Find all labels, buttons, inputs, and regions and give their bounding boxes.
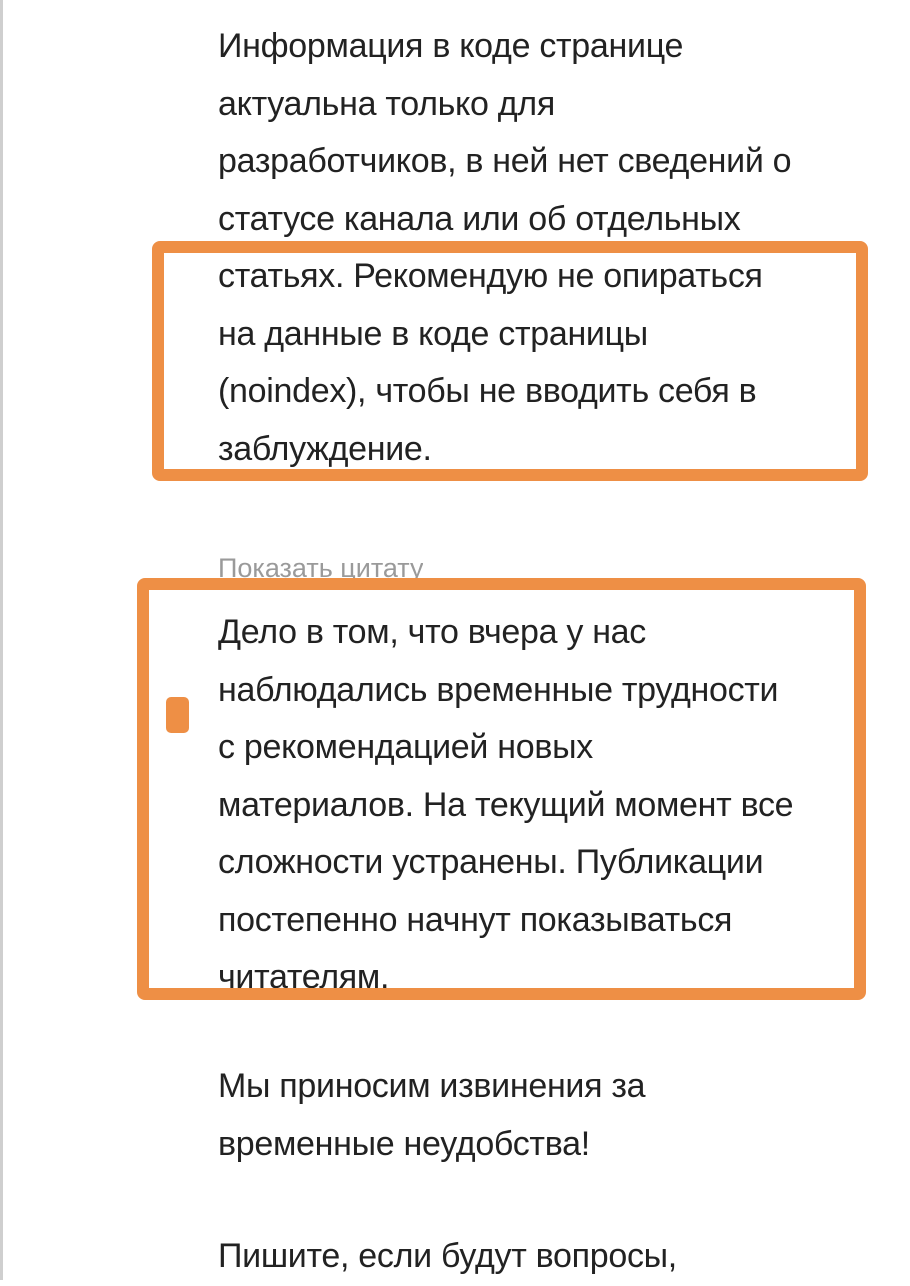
text-line: с рекомендацией новых	[218, 728, 593, 766]
text-line: временные неудобства!	[218, 1124, 590, 1163]
paragraph-apology	[218, 1058, 645, 1173]
text-line: актуальна только для	[218, 84, 555, 123]
text-line: разработчиков, в ней нет сведений о	[218, 142, 792, 180]
text-line: заблуждение.	[218, 429, 432, 468]
text-line: (noindex), чтобы не вводить себя в	[218, 372, 757, 410]
text-line: материалов. На текущий момент все	[218, 785, 794, 824]
text-line: Мы приносим извинения за	[218, 1067, 646, 1105]
text-line: статусе канала или об отдельных	[218, 199, 741, 238]
text-line: Дело в том, что вчера у нас	[218, 613, 646, 651]
highlight-marker	[166, 697, 189, 733]
text-line: постепенно начнут показываться	[218, 900, 733, 939]
text-line: сложности устранены. Публикации	[218, 843, 764, 881]
text-line: Пишите, если будут вопросы,	[218, 1237, 677, 1275]
text-line: Информация в коде странице	[218, 27, 684, 65]
text-line: на данные в коде страницы	[218, 314, 648, 353]
paragraph-developer-info	[218, 18, 791, 478]
text-line: наблюдались временные трудности	[218, 670, 779, 709]
paragraph-questions	[218, 1228, 677, 1286]
text-line: статьях. Рекомендую не опираться	[218, 257, 763, 295]
left-border-line	[0, 0, 3, 1280]
text-line: читателям.	[218, 958, 390, 996]
paragraph-recommendation-issue	[218, 604, 793, 1007]
show-quote-link[interactable]: Показать цитату	[218, 553, 424, 583]
